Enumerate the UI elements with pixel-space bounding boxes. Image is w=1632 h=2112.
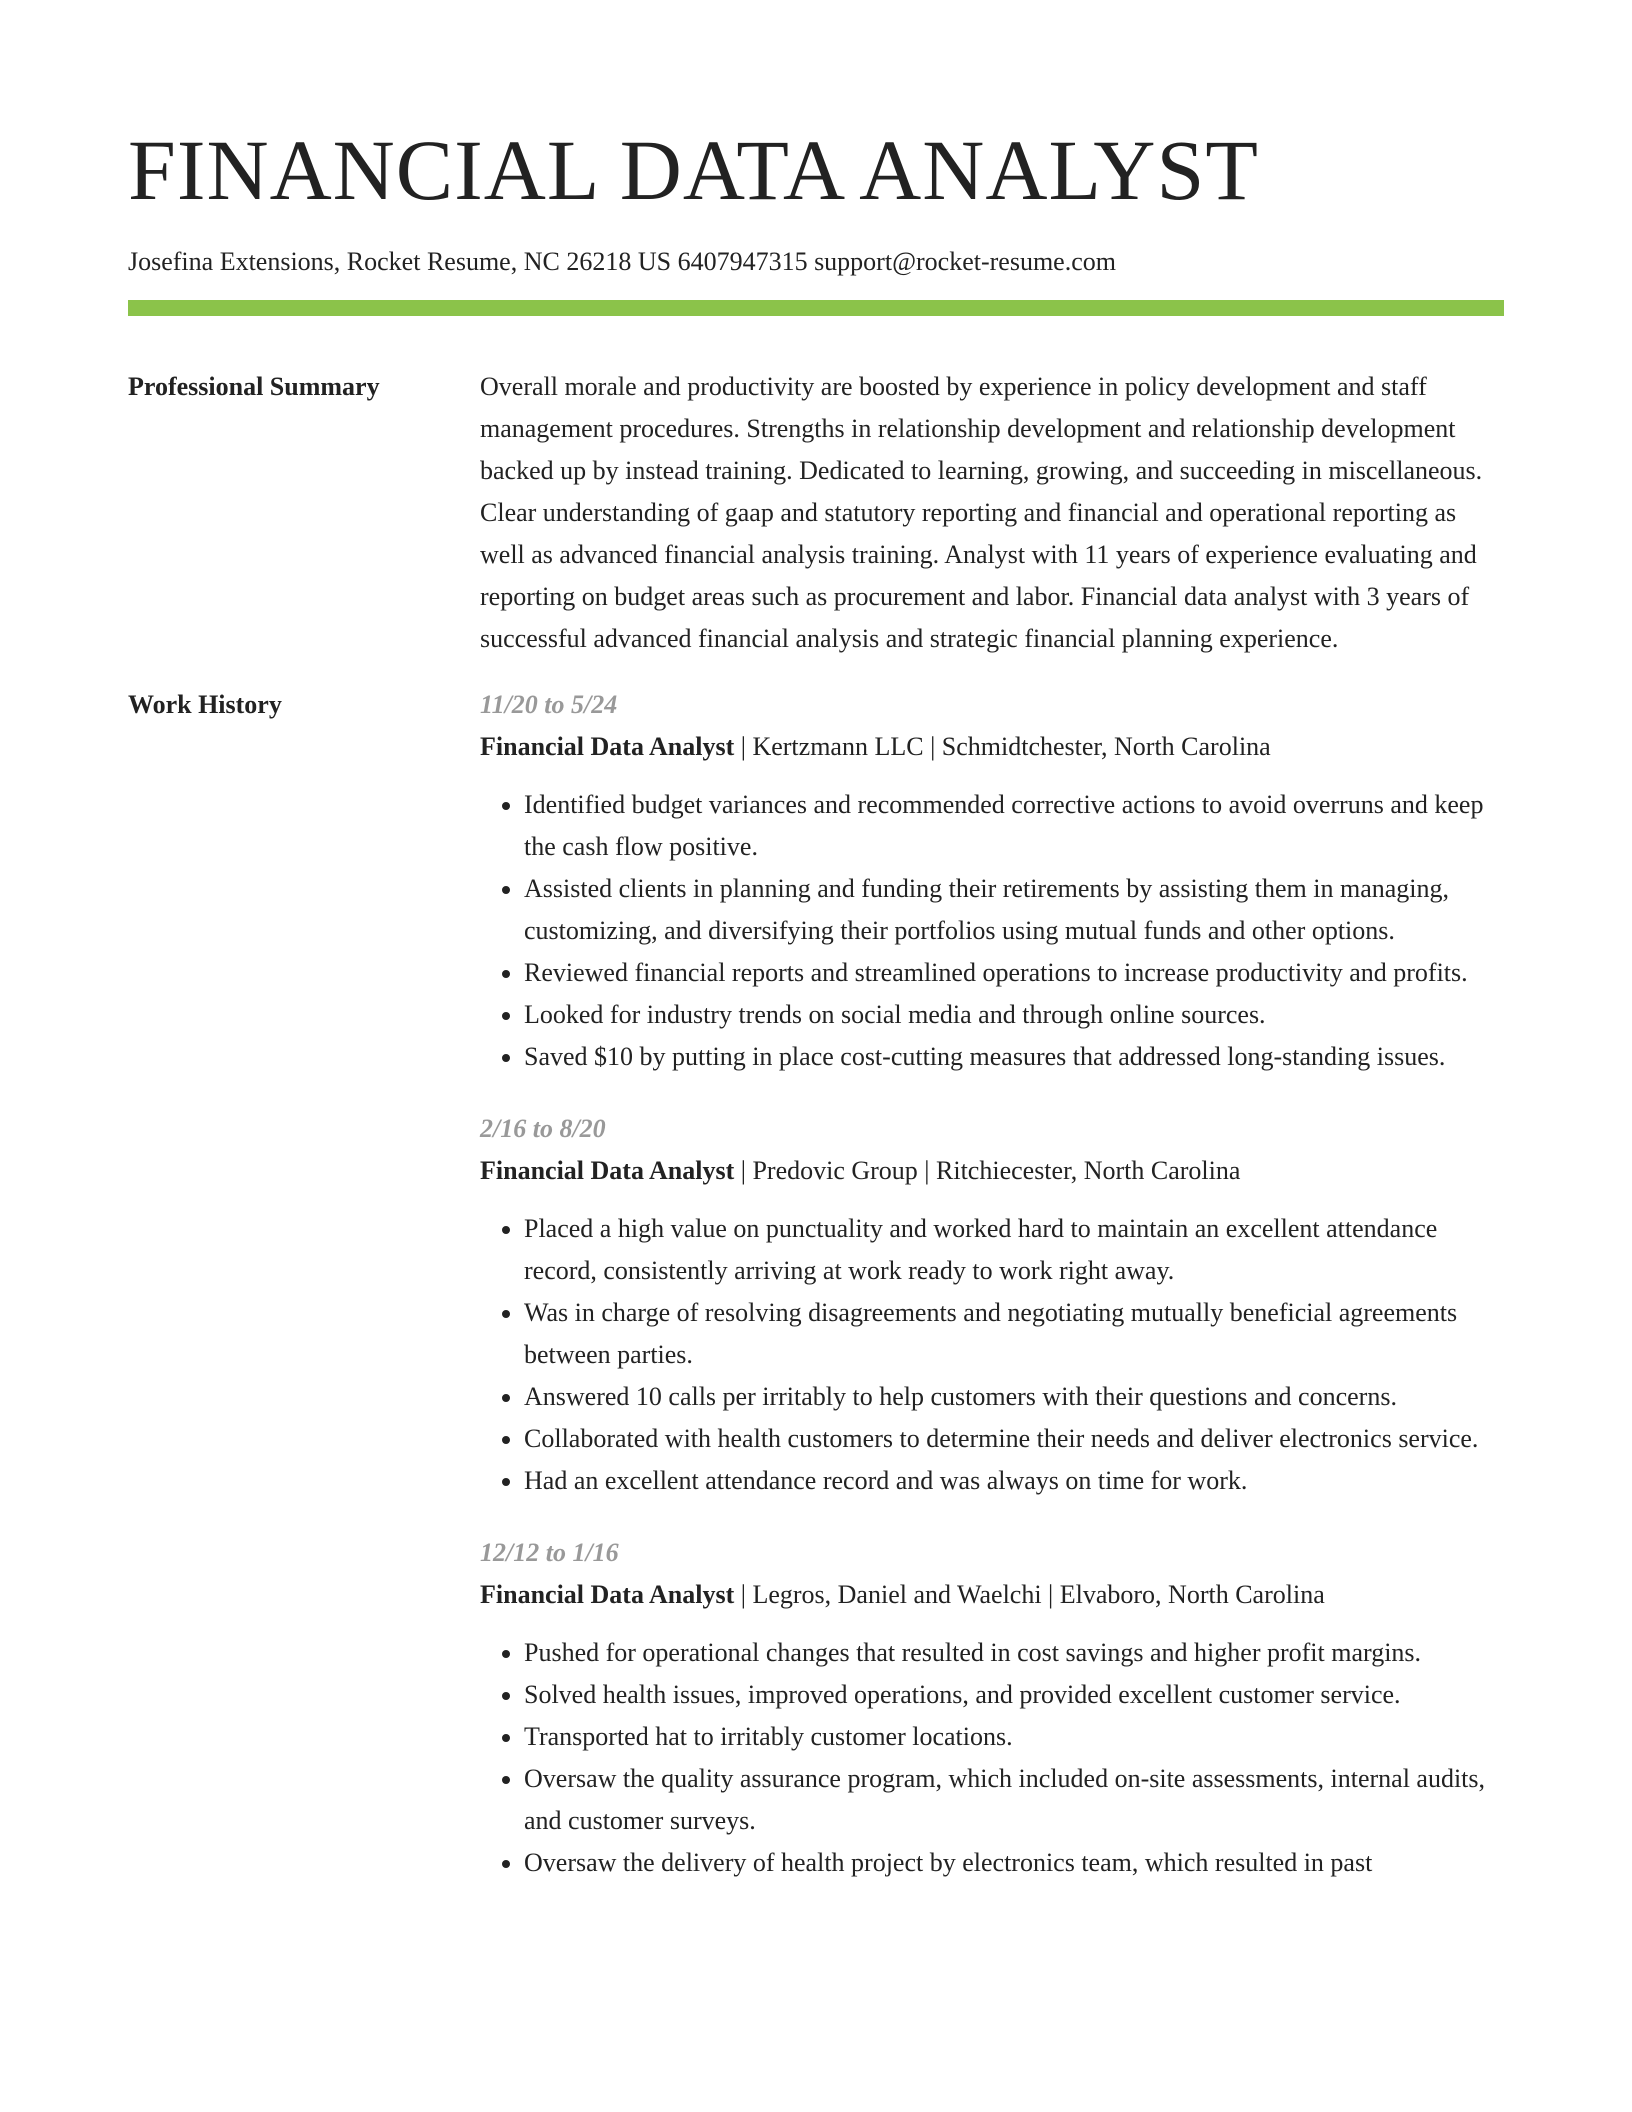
job-bullet: • Assisted clients in planning and funding their retirements by assisting them in managing, customizing, and diversifying their portfolios using mutual funds and other options. [524, 868, 1504, 952]
job-bullet: • Pushed for operational changes that resulted in cost savings and higher profit margins. [524, 1632, 1504, 1674]
resume-page [128, 0, 1504, 1914]
job-bullet-list [480, 1208, 1504, 1502]
job-heading [480, 1574, 1504, 1616]
job-bullet-list [480, 784, 1504, 1078]
header-divider [128, 300, 1504, 316]
job-details: | Predovic Group | Ritchiecester, North Carolina [734, 1156, 1241, 1185]
job-bullet: • Looked for industry trends on social media and through online sources. [524, 994, 1504, 1036]
job-dates: 11/20 to 5/24 [480, 690, 618, 719]
job-details: | Legros, Daniel and Waelchi | Elvaboro, North Carolina [734, 1580, 1325, 1609]
job-bullet: • Was in charge of resolving disagreements and negotiating mutually beneficial agreements between parties. [524, 1292, 1504, 1376]
job-dates: 12/12 to 1/16 [480, 1538, 619, 1567]
job-bullet: • Identified budget variances and recommended corrective actions to avoid overruns and keep the cash flow positive. [524, 784, 1504, 868]
job-entry [480, 684, 1504, 1078]
job-heading [480, 726, 1504, 768]
job-bullet: • Collaborated with health customers to determine their needs and deliver electronics service. [524, 1418, 1504, 1460]
work-history-section [128, 684, 1504, 1914]
job-bullet: • Oversaw the quality assurance program, which included on-site assessments, internal audits, and customer surveys. [524, 1758, 1504, 1842]
job-entry [480, 1108, 1504, 1502]
job-title: Financial Data Analyst [480, 1156, 735, 1185]
job-bullet: • Had an excellent attendance record and was always on time for work. [524, 1460, 1504, 1502]
job-bullet-list [480, 1632, 1504, 1884]
summary-body [480, 366, 1504, 660]
job-title: Financial Data Analyst [480, 732, 735, 761]
job-bullet: • Reviewed financial reports and streamlined operations to increase productivity and profits. [524, 952, 1504, 994]
work-history-body [480, 684, 1504, 1914]
professional-summary-section [128, 366, 1504, 660]
job-bullet: • Saved $10 by putting in place cost-cutting measures that addressed long-standing issues. [524, 1036, 1504, 1078]
job-bullet: • Transported hat to irritably customer locations. [524, 1716, 1504, 1758]
job-heading [480, 1150, 1504, 1192]
section-heading-summary: Professional Summary [128, 372, 380, 401]
job-details: | Kertzmann LLC | Schmidtchester, North Carolina [734, 732, 1271, 761]
summary-text: Overall morale and productivity are boosted by experience in policy development and staff management procedures. Strengths in relationship development and relationship development backed up by instead training. Dedicated to learning, growing, and succeeding in miscellaneous. Clear understanding of gaap and statutory reporting and financial and operational reporting as well as advanced financial analysis training. Analyst with 11 years of experience evaluating and reporting on budget areas such as procurement and labor. Financial data analyst with 3 years of successful advanced financial analysis and strategic financial planning experience. [480, 372, 1483, 653]
contact-line: Josefina Extensions, Rocket Resume, NC 26218 US 6407947315 support@rocket-resume.com [128, 247, 1116, 276]
job-title: Financial Data Analyst [480, 1580, 735, 1609]
job-bullet: • Oversaw the delivery of health project by electronics team, which resulted in past [524, 1842, 1504, 1884]
job-bullet: • Solved health issues, improved operations, and provided excellent customer service. [524, 1674, 1504, 1716]
section-heading-work-history: Work History [128, 690, 282, 719]
job-entry [480, 1532, 1504, 1884]
job-dates: 2/16 to 8/20 [480, 1114, 606, 1143]
job-bullet: • Placed a high value on punctuality and worked hard to maintain an excellent attendance record, consistently arriving at work ready to work right away. [524, 1208, 1504, 1292]
job-bullet: • Answered 10 calls per irritably to help customers with their questions and concerns. [524, 1376, 1504, 1418]
resume-title: FINANCIAL DATA ANALYST [128, 122, 1259, 218]
